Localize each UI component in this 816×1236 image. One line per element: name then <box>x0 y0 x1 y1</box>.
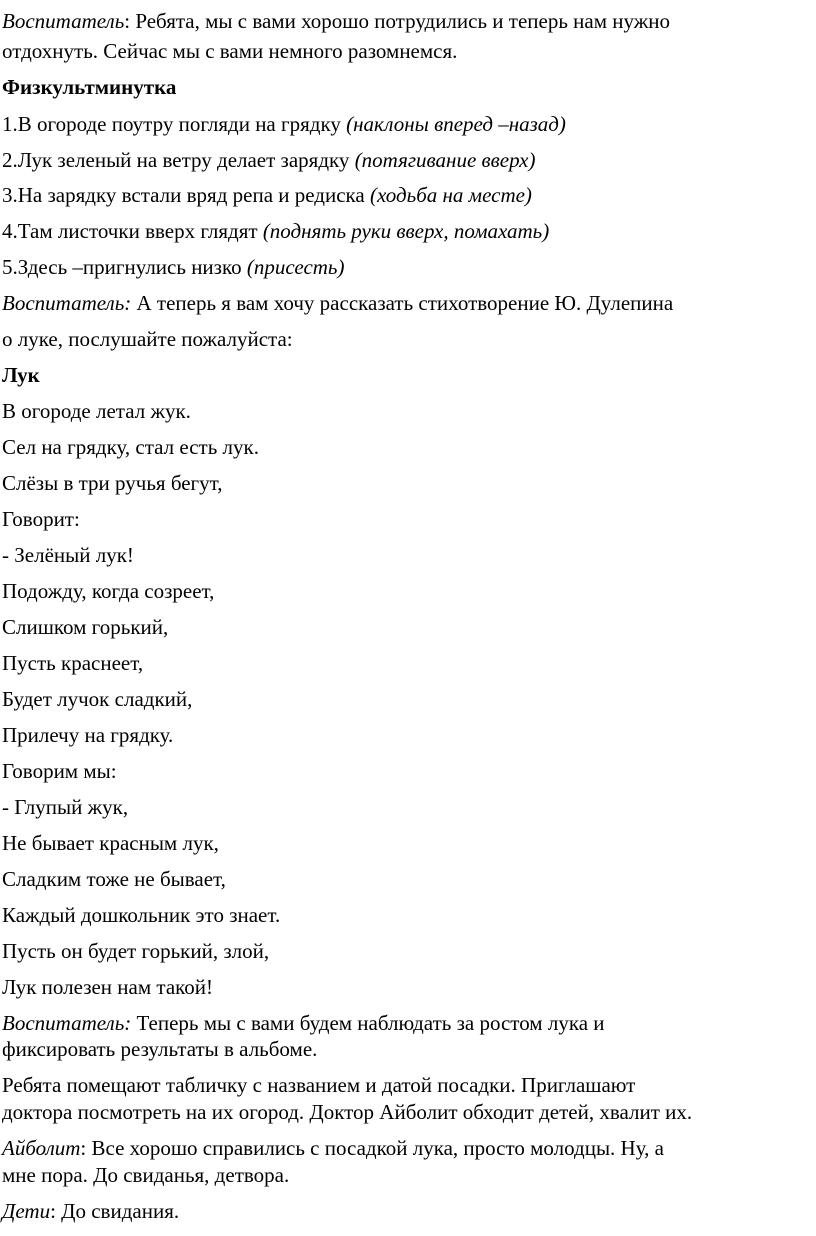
exercise-note: (поднять руки вверх, помахать) <box>262 219 550 243</box>
poem-line: Пусть он будет горький, злой, <box>2 939 270 963</box>
poem-line: Говорит: <box>2 507 80 531</box>
speaker-label: Воспитатель <box>2 9 125 33</box>
poem-line: Говорим мы: <box>2 759 117 783</box>
exercise-item: 1.В огороде поутру погляди на грядку (наклоны вперед –назад) <box>2 112 566 136</box>
speech-text: : Ребята, мы с вами хорошо потрудились и теперь нам нужно <box>124 9 670 33</box>
poem-line: В огороде летал жук. <box>2 399 191 423</box>
poem-line: Будет лучок сладкий, <box>2 687 193 711</box>
poem-line: Слёзы в три ручья бегут, <box>2 471 223 495</box>
poem-line: Прилечу на грядку. <box>2 723 174 747</box>
narration-line-2: о луке, послушайте пожалуйста: <box>2 327 293 351</box>
observation-line-2: фиксировать результаты в альбоме. <box>2 1037 318 1061</box>
speaker-label: Дети <box>2 1199 51 1223</box>
exercise-note: (потягивание вверх) <box>354 148 536 172</box>
exercise-note: (присесть) <box>246 255 345 279</box>
speech-text: : До свидания. <box>50 1199 180 1223</box>
aibolit-line-1 <box>2 1135 664 1161</box>
speaker-label: Воспитатель: <box>2 1011 132 1035</box>
exercise-item: 3.На зарядку встали вряд репа и редиска (ходьба на месте) <box>2 183 532 207</box>
intro-line-1 <box>2 8 670 34</box>
children-line <box>2 1198 179 1224</box>
poem-line: - Глупый жук, <box>2 795 129 819</box>
speaker-label: Айболит <box>2 1136 81 1160</box>
exercise-item: 2.Лук зеленый на ветру делает зарядку (потягивание вверх) <box>2 148 536 172</box>
observation-line-1 <box>2 1010 605 1036</box>
speech-text: : Все хорошо справились с посадкой лука, просто молодцы. Ну, а <box>80 1136 664 1160</box>
speech-text: Теперь мы с вами будем наблюдать за ростом лука и <box>131 1011 605 1035</box>
poem-title: Лук <box>2 363 40 387</box>
action-line-1: Ребята помещают табличку с названием и датой посадки. Приглашают <box>2 1073 636 1097</box>
poem-line: Каждый дошкольник это знает. <box>2 903 281 927</box>
speech-text: А теперь я вам хочу рассказать стихотворение Ю. Дулепина <box>131 291 674 315</box>
action-line-2: доктора посмотреть на их огород. Доктор Айболит обходит детей, хвалит их. <box>2 1100 693 1124</box>
section-heading: Физкультминутка <box>2 75 177 99</box>
poem-line: Подожду, когда созреет, <box>2 579 215 603</box>
exercise-note: (наклоны вперед –назад) <box>346 112 566 136</box>
narration-line-1 <box>2 290 673 316</box>
aibolit-line-2: мне пора. До свиданья, детвора. <box>2 1163 290 1187</box>
poem-line: Пусть краснеет, <box>2 651 144 675</box>
speaker-label: Воспитатель: <box>2 291 132 315</box>
poem-line: Лук полезен нам такой! <box>2 975 214 999</box>
poem-line: Слишком горький, <box>2 615 169 639</box>
exercise-item: 5.Здесь –пригнулись низко (присесть) <box>2 255 345 279</box>
poem-line: Не бывает красным лук, <box>2 831 219 855</box>
poem-line: Сел на грядку, стал есть лук. <box>2 435 259 459</box>
intro-line-2: отдохнуть. Сейчас мы с вами немного разомнемся. <box>2 39 458 63</box>
poem-line: Сладким тоже не бывает, <box>2 867 226 891</box>
exercise-note: (ходьба на месте) <box>370 183 532 207</box>
exercise-item: 4.Там листочки вверх глядят (поднять руки вверх, помахать) <box>2 219 550 243</box>
poem-line: - Зелёный лук! <box>2 543 134 567</box>
